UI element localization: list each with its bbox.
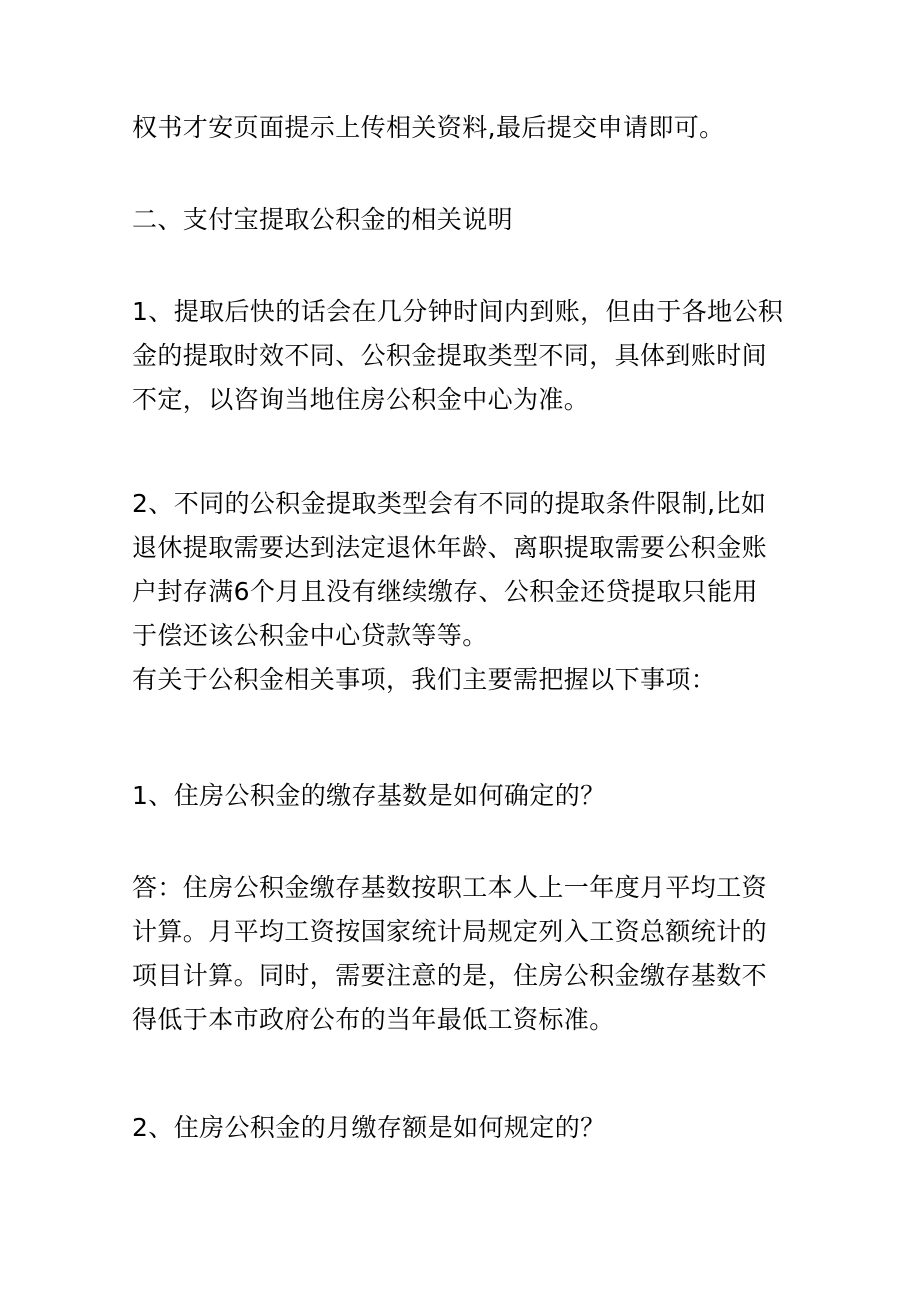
text-line: 答：住房公积金缴存基数按职工本人上一年度月平均工资 <box>132 873 768 902</box>
heading-text: 二、支付宝提取公积金的相关说明 <box>132 205 514 234</box>
text-line: 金的提取时效不同、公积金提取类型不同，具体到账时间 <box>132 341 768 370</box>
question-text: 1、住房公积金的缴存基数是如何确定的？ <box>132 781 606 810</box>
text-line: 权书才安页面提示上传相关资料,最后提交申请即可。 <box>132 113 725 142</box>
text-line: 得低于本市政府公布的当年最低工资标准。 <box>132 1005 615 1034</box>
question-1 <box>132 774 812 818</box>
text-line: 不定，以咨询当地住房公积金中心为准。 <box>132 385 590 414</box>
text-line: 于偿还该公积金中心贷款等等。 <box>132 621 488 650</box>
note-2-paragraph <box>132 482 812 702</box>
intro-continuation-paragraph <box>132 106 812 150</box>
text-line: 户封存满6个月且没有继续缴存、公积金还贷提取只能用 <box>132 577 758 606</box>
text-line: 计算。月平均工资按国家统计局规定列入工资总额统计的 <box>132 917 768 946</box>
text-line: 项目计算。同时，需要注意的是，住房公积金缴存基数不 <box>132 961 768 990</box>
text-line: 2、不同的公积金提取类型会有不同的提取条件限制,比如 <box>132 489 767 518</box>
answer-1-paragraph <box>132 866 812 1042</box>
text-line: 有关于公积金相关事项，我们主要需把握以下事项： <box>132 665 717 694</box>
text-line: 1、提取后快的话会在几分钟时间内到账，但由于各地公积 <box>132 297 784 326</box>
section-heading <box>132 198 812 242</box>
question-2 <box>132 1106 812 1150</box>
question-text: 2、住房公积金的月缴存额是如何规定的？ <box>132 1113 606 1142</box>
text-line: 退休提取需要达到法定退休年龄、离职提取需要公积金账 <box>132 533 768 562</box>
note-1-paragraph <box>132 290 812 422</box>
